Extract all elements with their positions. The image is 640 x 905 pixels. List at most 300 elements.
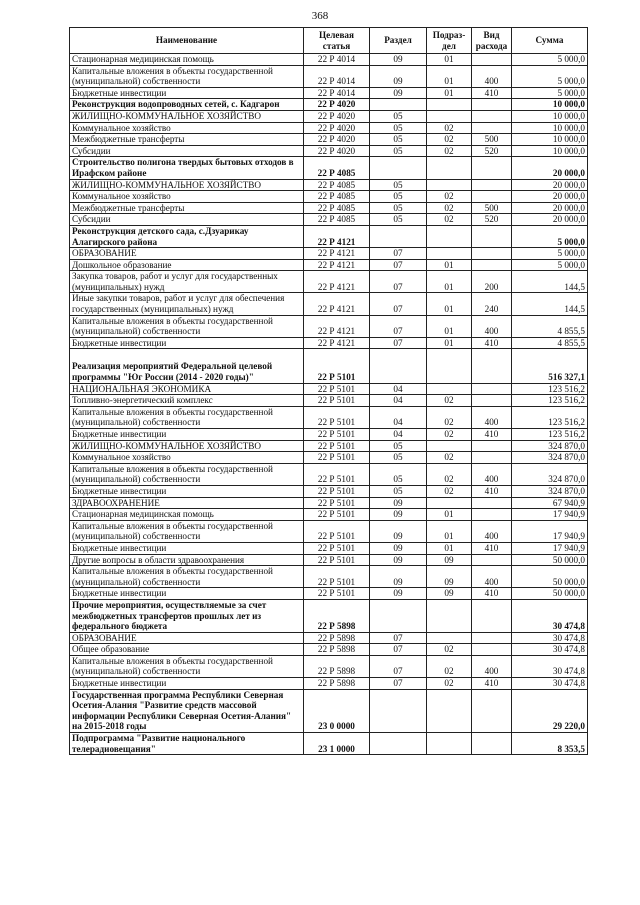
- cell-code: 22 Р 5101: [304, 429, 370, 441]
- cell-name: Дошкольное образование: [70, 259, 304, 271]
- cell-section: [370, 689, 427, 732]
- cell-name: Субсидии: [70, 214, 304, 226]
- cell-sum: 5 000,0: [512, 87, 588, 99]
- cell-sum: 8 353,5: [512, 733, 588, 755]
- cell-sum: 4 855,5: [512, 315, 588, 337]
- cell-subsection: 02: [427, 429, 472, 441]
- cell-sum: 30 474,8: [512, 632, 588, 644]
- header-subsection: Подраз- дел: [427, 28, 472, 54]
- cell-name: Стационарная медицинская помощь: [70, 54, 304, 66]
- cell-section: 05: [370, 452, 427, 464]
- cell-code: 22 Р 5101: [304, 406, 370, 428]
- cell-section: [370, 599, 427, 632]
- cell-code: 22 Р 4121: [304, 293, 370, 315]
- cell-section: 09: [370, 566, 427, 588]
- cell-type: [472, 248, 512, 260]
- cell-subsection: 01: [427, 65, 472, 87]
- cell-section: 09: [370, 520, 427, 542]
- cell-subsection: 01: [427, 87, 472, 99]
- cell-section: 05: [370, 202, 427, 214]
- cell-section: 07: [370, 248, 427, 260]
- table-row: [70, 349, 588, 383]
- cell-section: 05: [370, 110, 427, 122]
- cell-name: ЗДРАВООХРАНЕНИЕ: [70, 497, 304, 509]
- cell-sum: 20 000,0: [512, 202, 588, 214]
- cell-name: Бюджетные инвестиции: [70, 429, 304, 441]
- cell-section: [370, 349, 427, 383]
- cell-subsection: 02: [427, 463, 472, 485]
- cell-sum: 17 940,9: [512, 509, 588, 521]
- cell-name: ОБРАЗОВАНИЕ: [70, 632, 304, 644]
- cell-type: 500: [472, 134, 512, 146]
- cell-code: 22 Р 5101: [304, 588, 370, 600]
- cell-type: [472, 110, 512, 122]
- cell-sum: 50 000,0: [512, 566, 588, 588]
- cell-code: 22 Р 5898: [304, 632, 370, 644]
- cell-subsection: 02: [427, 395, 472, 407]
- cell-sum: 4 855,5: [512, 337, 588, 349]
- cell-sum: 324 870,0: [512, 485, 588, 497]
- cell-name: ОБРАЗОВАНИЕ: [70, 248, 304, 260]
- cell-type: [472, 99, 512, 111]
- cell-section: 07: [370, 293, 427, 315]
- cell-code: 22 Р 5101: [304, 383, 370, 395]
- table-row: [70, 520, 588, 542]
- cell-subsection: [427, 179, 472, 191]
- cell-subsection: [427, 599, 472, 632]
- cell-section: 09: [370, 497, 427, 509]
- cell-type: [472, 644, 512, 656]
- cell-sum: 123 516,2: [512, 406, 588, 428]
- cell-section: 04: [370, 383, 427, 395]
- cell-name: Капитальные вложения в объекты государственной (муниципальной) собственности: [70, 65, 304, 87]
- cell-sum: 20 000,0: [512, 179, 588, 191]
- cell-code: 22 Р 4085: [304, 157, 370, 179]
- cell-type: 410: [472, 429, 512, 441]
- cell-name: Стационарная медицинская помощь: [70, 509, 304, 521]
- cell-subsection: 02: [427, 134, 472, 146]
- cell-sum: 10 000,0: [512, 145, 588, 157]
- cell-code: 22 Р 4020: [304, 134, 370, 146]
- cell-sum: 123 516,2: [512, 383, 588, 395]
- cell-name: Бюджетные инвестиции: [70, 87, 304, 99]
- cell-name: Реконструкция водопроводных сетей, с. Кадгарон: [70, 99, 304, 111]
- cell-name: Государственная программа Республики Северная Осетия-Алания "Развитие средств массовой информации Республики Северная Осетия-Алания" на 2015-2018 годы: [70, 689, 304, 732]
- cell-sum: 10 000,0: [512, 99, 588, 111]
- table-row: [70, 644, 588, 656]
- cell-section: 05: [370, 191, 427, 203]
- cell-name: Закупка товаров, работ и услуг для государственных (муниципальных) нужд: [70, 271, 304, 293]
- cell-sum: 10 000,0: [512, 122, 588, 134]
- cell-section: 05: [370, 122, 427, 134]
- cell-code: 22 Р 4085: [304, 214, 370, 226]
- cell-type: [472, 395, 512, 407]
- cell-section: 09: [370, 54, 427, 66]
- header-name: Наименование: [70, 28, 304, 54]
- cell-type: 400: [472, 566, 512, 588]
- cell-subsection: 01: [427, 259, 472, 271]
- table-row: [70, 191, 588, 203]
- cell-code: 22 Р 4085: [304, 202, 370, 214]
- cell-section: 09: [370, 542, 427, 554]
- cell-type: 400: [472, 315, 512, 337]
- cell-section: [370, 225, 427, 247]
- cell-section: 09: [370, 65, 427, 87]
- cell-type: [472, 689, 512, 732]
- cell-type: [472, 509, 512, 521]
- cell-code: 22 Р 5101: [304, 509, 370, 521]
- cell-code: 22 Р 4014: [304, 54, 370, 66]
- cell-code: 22 Р 5898: [304, 644, 370, 656]
- cell-subsection: 09: [427, 588, 472, 600]
- cell-type: [472, 349, 512, 383]
- header-sum: Сумма: [512, 28, 588, 54]
- cell-name: Капитальные вложения в объекты государственной (муниципальной) собственности: [70, 463, 304, 485]
- table-row: [70, 440, 588, 452]
- cell-sum: 516 327,1: [512, 349, 588, 383]
- cell-type: [472, 54, 512, 66]
- cell-name: Коммунальное хозяйство: [70, 122, 304, 134]
- cell-name: Бюджетные инвестиции: [70, 485, 304, 497]
- table-row: [70, 429, 588, 441]
- cell-sum: 30 474,8: [512, 678, 588, 690]
- table-row: [70, 134, 588, 146]
- table-row: [70, 179, 588, 191]
- cell-code: 22 Р 5898: [304, 655, 370, 677]
- cell-name: НАЦИОНАЛЬНАЯ ЭКОНОМИКА: [70, 383, 304, 395]
- cell-code: 22 Р 5101: [304, 395, 370, 407]
- cell-type: [472, 733, 512, 755]
- cell-sum: 5 000,0: [512, 65, 588, 87]
- cell-code: 22 Р 4121: [304, 271, 370, 293]
- cell-type: 500: [472, 202, 512, 214]
- cell-sum: 50 000,0: [512, 588, 588, 600]
- cell-subsection: 01: [427, 293, 472, 315]
- cell-subsection: [427, 225, 472, 247]
- cell-section: [370, 157, 427, 179]
- table-row: [70, 485, 588, 497]
- cell-name: Капитальные вложения в объекты государственной (муниципальной) собственности: [70, 566, 304, 588]
- cell-section: 07: [370, 632, 427, 644]
- cell-section: 07: [370, 644, 427, 656]
- table-row: [70, 588, 588, 600]
- cell-subsection: 02: [427, 145, 472, 157]
- cell-section: 04: [370, 395, 427, 407]
- cell-name: Бюджетные инвестиции: [70, 678, 304, 690]
- cell-code: 22 Р 5101: [304, 497, 370, 509]
- table-row: [70, 678, 588, 690]
- cell-section: 07: [370, 655, 427, 677]
- cell-section: 07: [370, 315, 427, 337]
- cell-type: [472, 191, 512, 203]
- cell-name: Субсидии: [70, 145, 304, 157]
- header-type: Вид расхода: [472, 28, 512, 54]
- cell-type: 520: [472, 145, 512, 157]
- cell-name: ЖИЛИЩНО-КОММУНАЛЬНОЕ ХОЗЯЙСТВО: [70, 110, 304, 122]
- cell-sum: 30 474,8: [512, 644, 588, 656]
- table-row: [70, 271, 588, 293]
- cell-type: [472, 632, 512, 644]
- cell-subsection: 02: [427, 214, 472, 226]
- cell-section: 07: [370, 337, 427, 349]
- cell-name: Коммунальное хозяйство: [70, 452, 304, 464]
- cell-subsection: [427, 440, 472, 452]
- cell-subsection: 01: [427, 509, 472, 521]
- table-row: [70, 225, 588, 247]
- cell-subsection: 02: [427, 678, 472, 690]
- table-row: [70, 566, 588, 588]
- cell-name: Межбюджетные трансферты: [70, 202, 304, 214]
- cell-section: 09: [370, 509, 427, 521]
- cell-code: 22 Р 4121: [304, 259, 370, 271]
- cell-subsection: 01: [427, 315, 472, 337]
- cell-type: [472, 497, 512, 509]
- cell-code: 22 Р 5101: [304, 554, 370, 566]
- table-row: [70, 259, 588, 271]
- table-row: [70, 554, 588, 566]
- table-row: [70, 99, 588, 111]
- table-row: [70, 632, 588, 644]
- cell-type: 400: [472, 463, 512, 485]
- table-row: [70, 65, 588, 87]
- cell-code: 22 Р 4014: [304, 87, 370, 99]
- cell-subsection: 02: [427, 644, 472, 656]
- cell-subsection: [427, 99, 472, 111]
- cell-subsection: [427, 733, 472, 755]
- cell-subsection: [427, 157, 472, 179]
- cell-sum: 29 220,0: [512, 689, 588, 732]
- cell-type: [472, 554, 512, 566]
- cell-subsection: 02: [427, 655, 472, 677]
- cell-subsection: 01: [427, 337, 472, 349]
- cell-code: 22 Р 4020: [304, 145, 370, 157]
- cell-sum: 324 870,0: [512, 440, 588, 452]
- cell-code: 23 0 0000: [304, 689, 370, 732]
- cell-type: 410: [472, 337, 512, 349]
- cell-subsection: 09: [427, 554, 472, 566]
- table-row: [70, 315, 588, 337]
- cell-code: 22 Р 5101: [304, 485, 370, 497]
- cell-name: Капитальные вложения в объекты государственной (муниципальной) собственности: [70, 655, 304, 677]
- cell-section: 04: [370, 406, 427, 428]
- table-row: [70, 248, 588, 260]
- cell-subsection: 09: [427, 566, 472, 588]
- cell-section: 05: [370, 179, 427, 191]
- cell-code: 22 Р 5101: [304, 440, 370, 452]
- cell-code: 22 Р 4020: [304, 99, 370, 111]
- cell-type: 240: [472, 293, 512, 315]
- table-row: [70, 383, 588, 395]
- cell-code: 22 Р 5898: [304, 678, 370, 690]
- cell-section: 07: [370, 271, 427, 293]
- cell-sum: 10 000,0: [512, 110, 588, 122]
- cell-section: [370, 99, 427, 111]
- cell-code: 22 Р 4121: [304, 315, 370, 337]
- cell-subsection: [427, 632, 472, 644]
- table-row: [70, 733, 588, 755]
- cell-sum: 67 940,9: [512, 497, 588, 509]
- header-section: Раздел: [370, 28, 427, 54]
- budget-table: [69, 27, 588, 755]
- table-row: [70, 145, 588, 157]
- cell-type: 410: [472, 678, 512, 690]
- cell-section: 05: [370, 134, 427, 146]
- cell-name: Бюджетные инвестиции: [70, 588, 304, 600]
- table-row: [70, 406, 588, 428]
- cell-sum: 123 516,2: [512, 429, 588, 441]
- table-row: [70, 395, 588, 407]
- cell-name: Иные закупки товаров, работ и услуг для обеспечения государственных (муниципальных) нужд: [70, 293, 304, 315]
- cell-code: 22 Р 4121: [304, 225, 370, 247]
- cell-subsection: [427, 248, 472, 260]
- cell-type: [472, 122, 512, 134]
- table-row: [70, 157, 588, 179]
- table-row: [70, 110, 588, 122]
- table-row: [70, 122, 588, 134]
- cell-sum: 10 000,0: [512, 134, 588, 146]
- cell-sum: 20 000,0: [512, 157, 588, 179]
- cell-type: [472, 383, 512, 395]
- cell-name: Прочие мероприятия, осуществляемые за счет межбюджетных трансфертов прошлых лет из федерального бюджета: [70, 599, 304, 632]
- cell-type: 400: [472, 655, 512, 677]
- header-code: Целевая статья: [304, 28, 370, 54]
- cell-section: 07: [370, 678, 427, 690]
- cell-subsection: 02: [427, 122, 472, 134]
- cell-section: 05: [370, 485, 427, 497]
- cell-name: Межбюджетные трансферты: [70, 134, 304, 146]
- cell-section: 09: [370, 87, 427, 99]
- table-body: [70, 54, 588, 755]
- cell-subsection: [427, 497, 472, 509]
- cell-section: 04: [370, 429, 427, 441]
- cell-code: 23 1 0000: [304, 733, 370, 755]
- cell-sum: 17 940,9: [512, 542, 588, 554]
- cell-name: Коммунальное хозяйство: [70, 191, 304, 203]
- cell-name: ЖИЛИЩНО-КОММУНАЛЬНОЕ ХОЗЯЙСТВО: [70, 179, 304, 191]
- cell-sum: 5 000,0: [512, 248, 588, 260]
- table-row: [70, 542, 588, 554]
- cell-name: Топливно-энергетический комплекс: [70, 395, 304, 407]
- table-row: [70, 463, 588, 485]
- cell-name: Бюджетные инвестиции: [70, 542, 304, 554]
- cell-sum: 5 000,0: [512, 54, 588, 66]
- cell-sum: 50 000,0: [512, 554, 588, 566]
- cell-sum: 144,5: [512, 271, 588, 293]
- cell-name: ЖИЛИЩНО-КОММУНАЛЬНОЕ ХОЗЯЙСТВО: [70, 440, 304, 452]
- cell-sum: 144,5: [512, 293, 588, 315]
- cell-code: 22 Р 4121: [304, 337, 370, 349]
- cell-type: 400: [472, 406, 512, 428]
- cell-section: 05: [370, 145, 427, 157]
- cell-type: [472, 452, 512, 464]
- cell-code: 22 Р 5898: [304, 599, 370, 632]
- cell-subsection: [427, 349, 472, 383]
- table-row: [70, 497, 588, 509]
- cell-type: [472, 157, 512, 179]
- cell-name: Другие вопросы в области здравоохранения: [70, 554, 304, 566]
- cell-code: 22 Р 5101: [304, 566, 370, 588]
- cell-section: 07: [370, 259, 427, 271]
- cell-section: 09: [370, 554, 427, 566]
- cell-name: Капитальные вложения в объекты государственной (муниципальной) собственности: [70, 315, 304, 337]
- cell-type: [472, 440, 512, 452]
- cell-sum: 123 516,2: [512, 395, 588, 407]
- cell-section: 05: [370, 214, 427, 226]
- cell-subsection: 01: [427, 520, 472, 542]
- cell-code: 22 Р 5101: [304, 463, 370, 485]
- cell-name: Подпрограмма "Развитие национального телерадиовещания": [70, 733, 304, 755]
- cell-sum: 30 474,8: [512, 599, 588, 632]
- cell-code: 22 Р 5101: [304, 452, 370, 464]
- cell-sum: 17 940,9: [512, 520, 588, 542]
- table-header-row: [70, 28, 588, 54]
- cell-sum: 5 000,0: [512, 225, 588, 247]
- cell-subsection: 02: [427, 406, 472, 428]
- cell-code: 22 Р 5101: [304, 542, 370, 554]
- cell-name: Капитальные вложения в объекты государственной (муниципальной) собственности: [70, 406, 304, 428]
- cell-subsection: [427, 383, 472, 395]
- cell-subsection: 01: [427, 542, 472, 554]
- table-row: [70, 202, 588, 214]
- cell-subsection: 02: [427, 202, 472, 214]
- cell-subsection: 02: [427, 485, 472, 497]
- cell-code: 22 Р 4121: [304, 248, 370, 260]
- cell-name: Капитальные вложения в объекты государственной (муниципальной) собственности: [70, 520, 304, 542]
- cell-sum: 30 474,8: [512, 655, 588, 677]
- cell-sum: 5 000,0: [512, 259, 588, 271]
- cell-sum: 20 000,0: [512, 214, 588, 226]
- cell-subsection: 02: [427, 191, 472, 203]
- cell-type: 520: [472, 214, 512, 226]
- cell-type: 400: [472, 65, 512, 87]
- cell-name: Бюджетные инвестиции: [70, 337, 304, 349]
- cell-code: 22 Р 4014: [304, 65, 370, 87]
- cell-subsection: 02: [427, 452, 472, 464]
- table-row: [70, 214, 588, 226]
- cell-code: 22 Р 5101: [304, 349, 370, 383]
- cell-code: 22 Р 4020: [304, 122, 370, 134]
- cell-type: 410: [472, 542, 512, 554]
- cell-type: [472, 225, 512, 247]
- cell-code: 22 Р 4085: [304, 191, 370, 203]
- table-row: [70, 452, 588, 464]
- cell-sum: 324 870,0: [512, 463, 588, 485]
- table-row: [70, 689, 588, 732]
- table-row: [70, 337, 588, 349]
- cell-section: 09: [370, 588, 427, 600]
- cell-subsection: [427, 110, 472, 122]
- table-row: [70, 599, 588, 632]
- cell-name: Строительство полигона твердых бытовых отходов в Ирафском районе: [70, 157, 304, 179]
- cell-name: Реализация мероприятий Федеральной целевой программы "Юг России (2014 - 2020 годы)": [70, 349, 304, 383]
- cell-type: 410: [472, 485, 512, 497]
- cell-type: 410: [472, 588, 512, 600]
- cell-type: 200: [472, 271, 512, 293]
- cell-name: Общее образование: [70, 644, 304, 656]
- cell-type: [472, 259, 512, 271]
- cell-subsection: 01: [427, 54, 472, 66]
- table-row: [70, 655, 588, 677]
- cell-type: [472, 599, 512, 632]
- table-row: [70, 293, 588, 315]
- cell-code: 22 Р 4085: [304, 179, 370, 191]
- page-number: 368: [311, 10, 329, 22]
- cell-section: 05: [370, 463, 427, 485]
- table-row: [70, 54, 588, 66]
- cell-sum: 324 870,0: [512, 452, 588, 464]
- cell-section: [370, 733, 427, 755]
- table-row: [70, 509, 588, 521]
